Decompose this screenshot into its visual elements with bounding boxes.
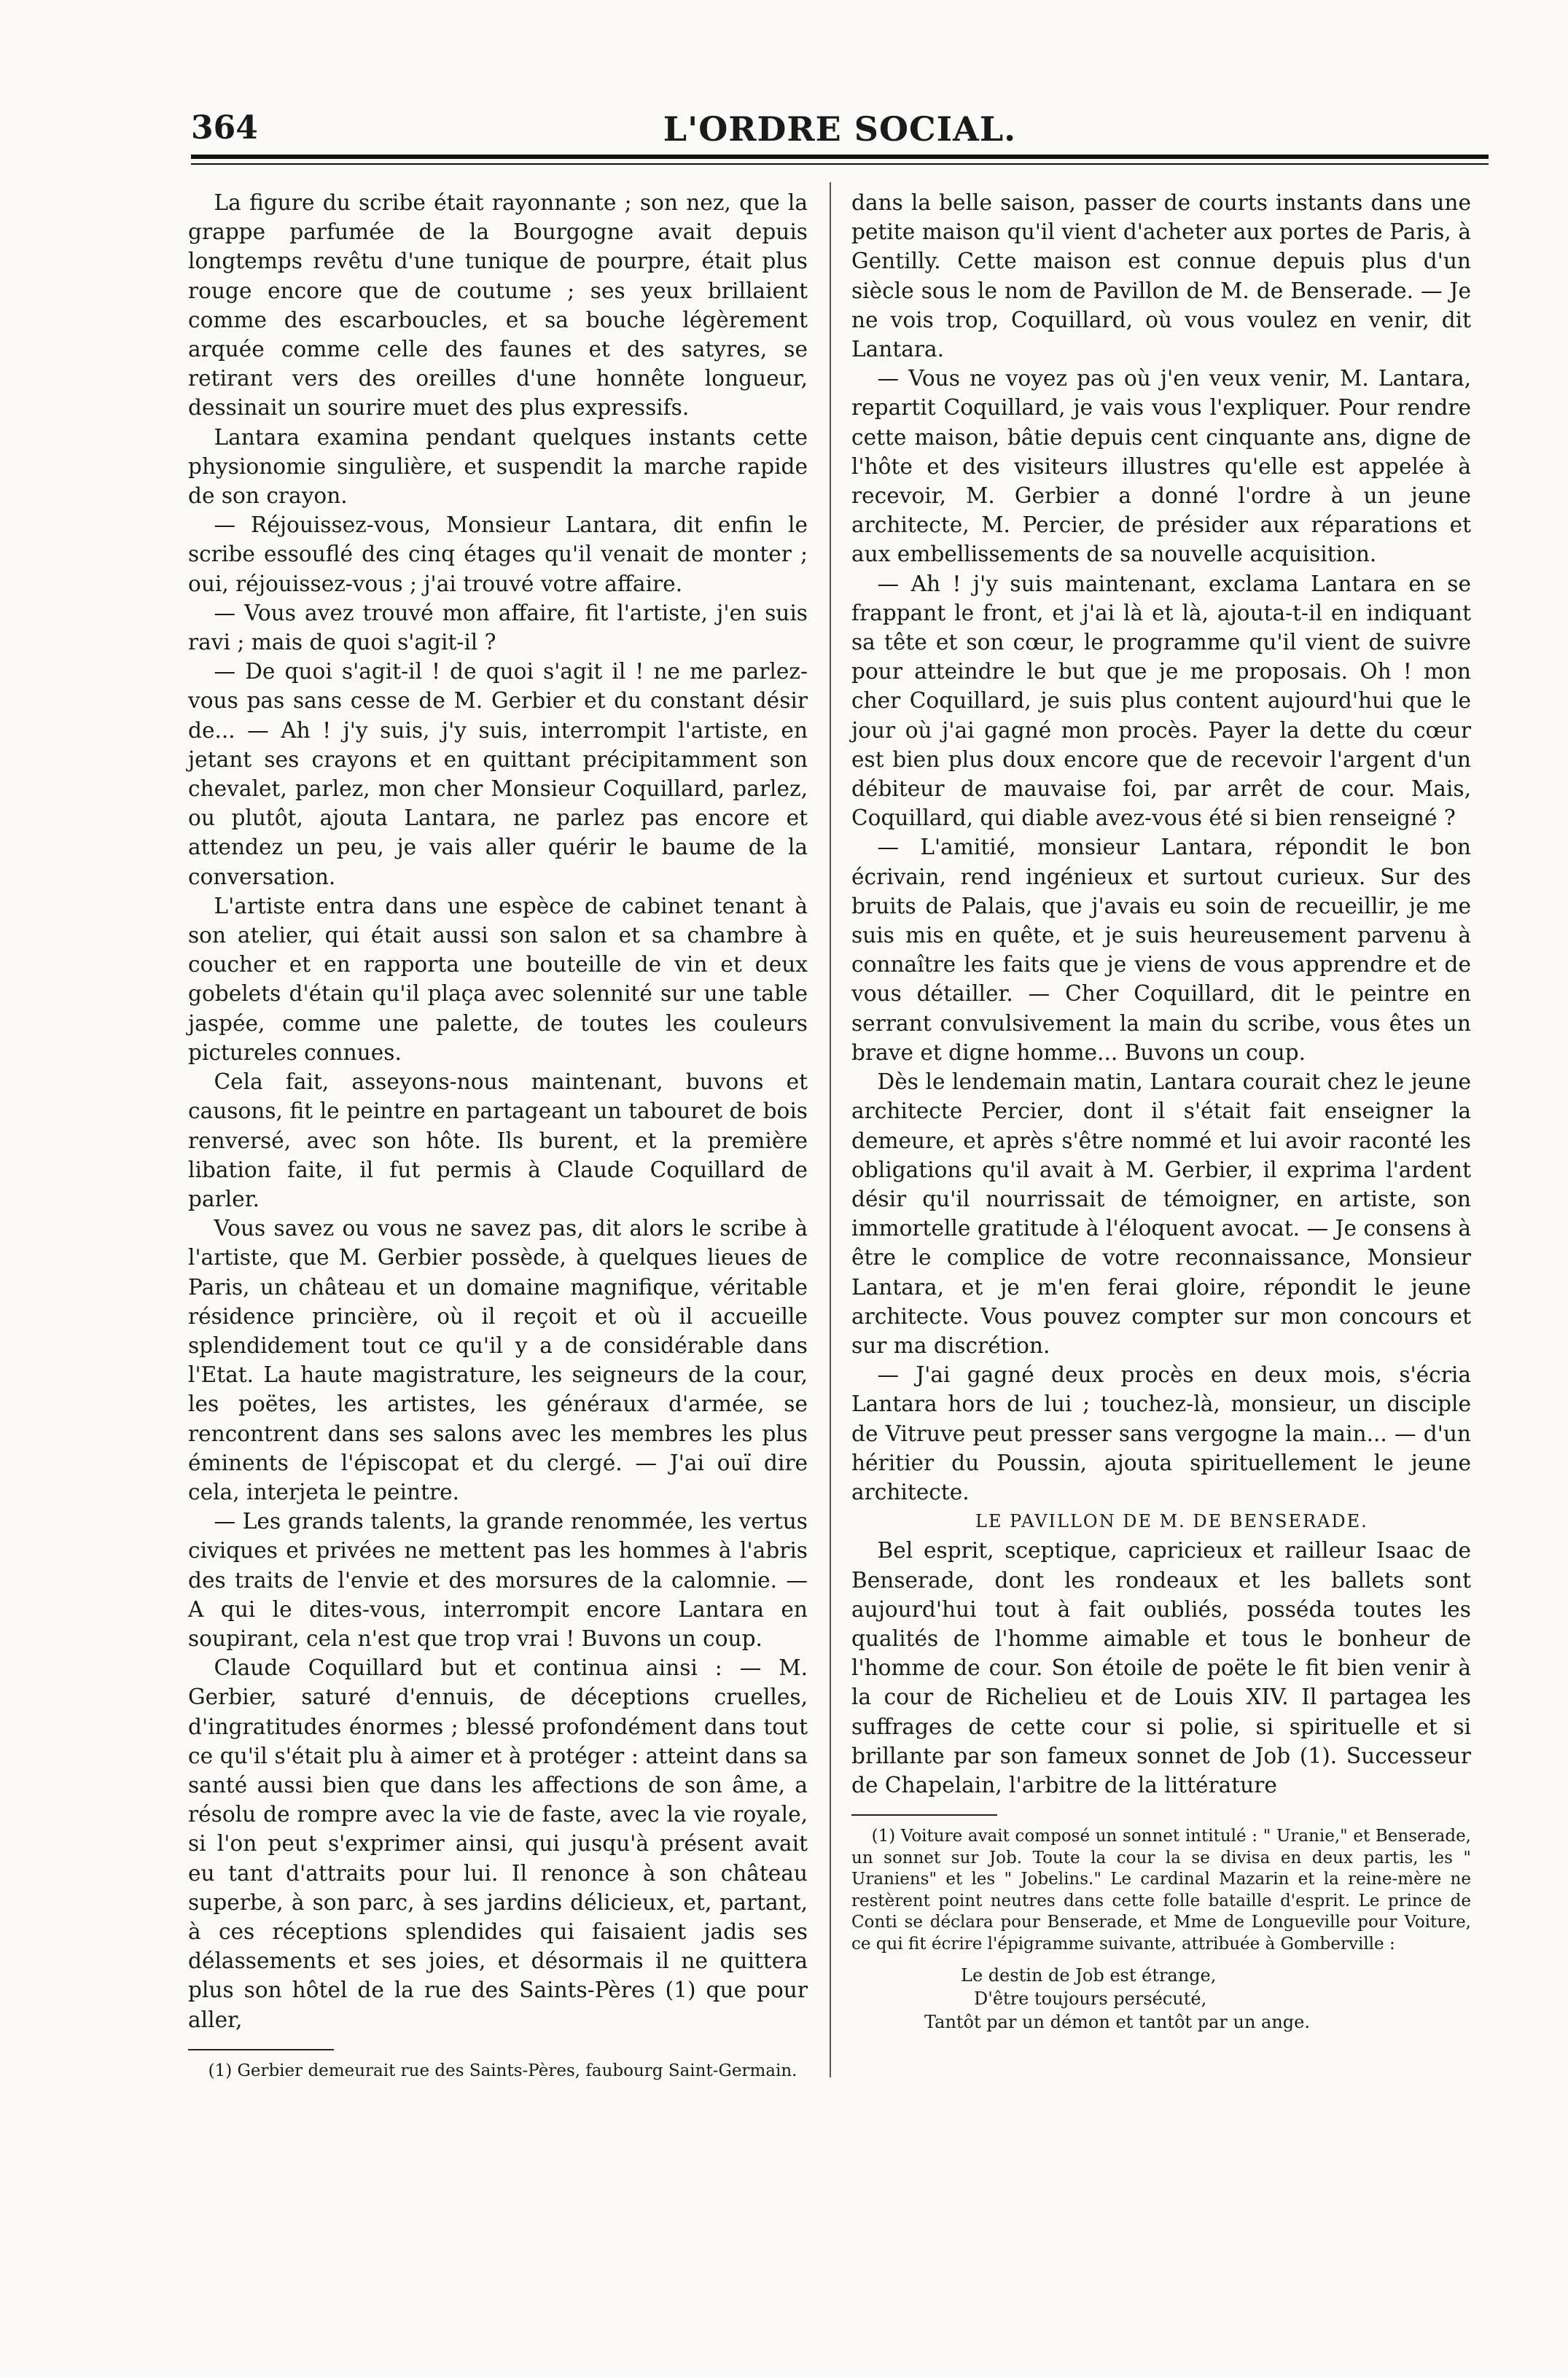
paragraph: — J'ai gagné deux procès en deux mois, s'écria Lantara hors de lui ; touchez-là, monsieur, un disciple de Vitruve peut presser sans vergogne la main... — d'un héritier du Poussin, ajouta spirituellement le jeune architecte.: [851, 1362, 1471, 1504]
paragraph: — Vous avez trouvé mon affaire, fit l'artiste, j'en suis ravi ; mais de quoi s'agit-il ?: [188, 600, 808, 655]
paragraph: — Réjouissez-vous, Monsieur Lantara, dit enfin le scribe essouflé des cinq étages qu'il venait de monter ; oui, réjouissez-vous ; j'ai trouvé votre affaire.: [188, 512, 808, 596]
paragraph: L'artiste entra dans une espèce de cabinet tenant à son atelier, qui était aussi son salon et sa chambre à coucher et en rapporta une bouteille de vin et deux gobelets d'étain qu'il plaça avec solennité sur une table jaspée, comme une palette, de toutes les couleurs pictureles connues.: [188, 893, 808, 1065]
paragraph: Claude Coquillard but et continua ainsi : — M. Gerbier, saturé d'ennuis, de déceptions cruelles, d'ingratitudes énormes ; blessé profondément dans tout ce qu'il s'était plu à aimer et à protéger : atteint dans sa santé aussi bien que dans les affections de son âme, a résolu de rompre avec la vie de faste, avec la vie royale, si l'on peut s'exprimer ainsi, qui jusqu'à présent avait eu tant d'attraits pour lui. Il renonce à son château superbe, à son parc, à ses jardins délicieux, et, partant, à ces réceptions splendides qui faisaient jadis ses délassements et ses joies, et désormais il ne quittera plus son hôtel de la rue des Saints-Pères (1) que pour aller,: [188, 1655, 808, 2032]
paragraph: La figure du scribe était rayonnante ; son nez, que la grappe parfumée de la Bourgogne avait depuis longtemps revêtu d'une tunique de pourpre, était plus rouge encore que de coutume ; ses yeux brillaient comme des escarboucles, et sa bouche légèrement arquée comme celle des faunes et des satyres, se retirant vers des oreilles d'une honnête longueur, dessinait un sourire muet des plus expressifs.: [188, 190, 808, 421]
paragraph: — De quoi s'agit-il ! de quoi s'agit il ! ne me parlez-vous pas sans cesse de M. Gerbier et du constant désir de... — Ah ! j'y suis, j'y suis, interrompit l'artiste, en jetant ses crayons et en quittant précipitamment son chevalet, parlez, mon cher Monsieur Coquillard, parlez, ou plutôt, ajouta Lantara, ne parlez pas encore et attendez un peu, je vais aller quérir le baume de la conversation.: [188, 659, 808, 889]
epigram-verse: [851, 1964, 1471, 2034]
paragraph: Vous savez ou vous ne savez pas, dit alors le scribe à l'artiste, que M. Gerbier possède, à quelques lieues de Paris, un château et un domaine magnifique, véritable résidence princière, où il reçoit et où il accueille splendidement tout ce qu'il y a de considérable dans l'Etat. La haute magistrature, les seigneurs de la cour, les poëtes, les artistes, les généraux d'armée, se rencontrent dans ses salons avec les membres les plus éminents de l'épiscopat et du clergé. — J'ai ouï dire cela, interjeta le peintre.: [188, 1216, 808, 1504]
footnote-rule: [188, 2049, 334, 2050]
running-title: L'ORDRE SOCIAL.: [663, 109, 1017, 149]
paragraph: Bel esprit, sceptique, capricieux et railleur Isaac de Benserade, dont les rondeaux et les ballets sont aujourd'hui tout à fait oubliés, posséda toutes les qualités de l'homme aimable et tous le bonheur de l'homme de cour. Son étoile de poëte le fit bien venir à la cour de Richelieu et de Louis XIV. Il partagea les suffrages de cette cour si polie, si spirituelle et si brillante par son fameux sonnet de Job (1). Successeur de Chapelain, l'arbitre de la littérature: [851, 1538, 1471, 1798]
page-header: [191, 109, 1489, 153]
paragraph: — L'amitié, monsieur Lantara, répondit le bon écrivain, rend ingénieux et surtout curieux. Sur des bruits de Palais, que j'avais eu soin de recueillir, je me suis mis en quête, et je suis heureusement parvenu à connaître les faits que je viens de vous apprendre et de vous détailler. — Cher Coquillard, dit le peintre en serrant convulsivement la main du scribe, vous êtes un brave et digne homme... Buvons un coup.: [851, 835, 1471, 1065]
footnote: (1) Voiture avait composé un sonnet intitulé : " Uranie," et Benserade, un sonnet sur Job. Toute la cour la se divisa en deux partis, les " Uraniens" et les " Jobelins." Le cardinal Mazarin et la reine-mère ne restèrent point neutres dans cette folle bataille d'esprit. Le prince de Conti se déclara pour Benserade, et Mme de Longueville pour Voiture, ce qui fit écrire l'épigramme suivante, attribuée à Gomberville :: [851, 1827, 1471, 1953]
section-heading: LE PAVILLON DE M. DE BENSERADE.: [975, 1511, 1368, 1532]
paragraph: dans la belle saison, passer de courts instants dans une petite maison qu'il vient d'acheter aux portes de Paris, à Gentilly. Cette maison est connue depuis plus d'un siècle sous le nom de Pavillon de M. de Benserade. — Je ne vois trop, Coquillard, où vous voulez en venir, dit Lantara.: [851, 190, 1471, 362]
paragraph: — Les grands talents, la grande renommée, les vertus civiques et privées ne mettent pas les hommes à l'abris des traits de l'envie et des morsures de la calomnie. — A qui le dites-vous, interrompit encore Lantara en soupirant, cela n'est que trop vrai ! Buvons un coup.: [188, 1509, 808, 1651]
paragraph: Cela fait, asseyons-nous maintenant, buvons et causons, fit le peintre en partageant un tabouret de bois renversé, avec son hôte. Ils burent, et la première libation faite, il fut permis à Claude Coquillard de parler.: [188, 1069, 808, 1211]
header-rule-thin: [191, 163, 1489, 165]
verse-line: Le destin de Job est étrange,: [961, 1965, 1217, 1986]
footnote-rule: [851, 1814, 997, 1816]
paragraph: Lantara examina pendant quelques instants cette physionomie singulière, et suspendit la marche rapide de son crayon.: [188, 424, 808, 509]
page-number: 364: [191, 109, 258, 147]
verse-line: D'être toujours persécuté,: [974, 1988, 1207, 2010]
paragraph: — Vous ne voyez pas où j'en veux venir, M. Lantara, repartit Coquillard, je vais vous l'expliquer. Pour rendre cette maison, bâtie depuis cent cinquante ans, digne de l'hôte et des visiteurs illustres qu'elle est appelée à recevoir, M. Gerbier a donné l'ordre à un jeune architecte, M. Percier, de présider aux réparations et aux embellissements de sa nouvelle acquisition.: [851, 366, 1471, 567]
right-column: [851, 188, 1471, 2034]
left-column: [188, 188, 808, 2082]
paragraph: Dès le lendemain matin, Lantara courait chez le jeune architecte Percier, dont il s'était fait enseigner la demeure, et après s'être nommé et lui avoir raconté les obligations qu'il avait à M. Gerbier, il exprima l'ardent désir qu'il nourrissait de témoigner, en artiste, son immortelle gratitude à l'éloquent avocat. — Je consens à être le complice de votre reconnaissance, Monsieur Lantara, et je m'en ferai gloire, répondit le jeune architecte. Vous pouvez compter sur mon concours et sur ma discrétion.: [851, 1069, 1471, 1358]
header-rule-thick: [191, 155, 1489, 159]
paragraph: — Ah ! j'y suis maintenant, exclama Lantara en se frappant le front, et j'ai là et là, ajouta-t-il en indiquant sa tête et son cœur, le programme qu'il vient de suivre pour atteindre le but que je me proposais. Oh ! mon cher Coquillard, je suis plus content aujourd'hui que le jour où j'ai gagné mon procès. Payer la dette du cœur est bien plus doux encore que de recevoir l'argent d'un débiteur de mauvaise foi, par arrêt de cour. Mais, Coquillard, qui diable avez-vous été si bien renseigné ?: [851, 571, 1471, 831]
footnote: (1) Gerbier demeurait rue des Saints-Pères, faubourg Saint-Germain.: [208, 2061, 797, 2080]
column-divider: [830, 182, 831, 2077]
verse-line: Tantôt par un démon et tantôt par un ange.: [924, 2012, 1310, 2033]
